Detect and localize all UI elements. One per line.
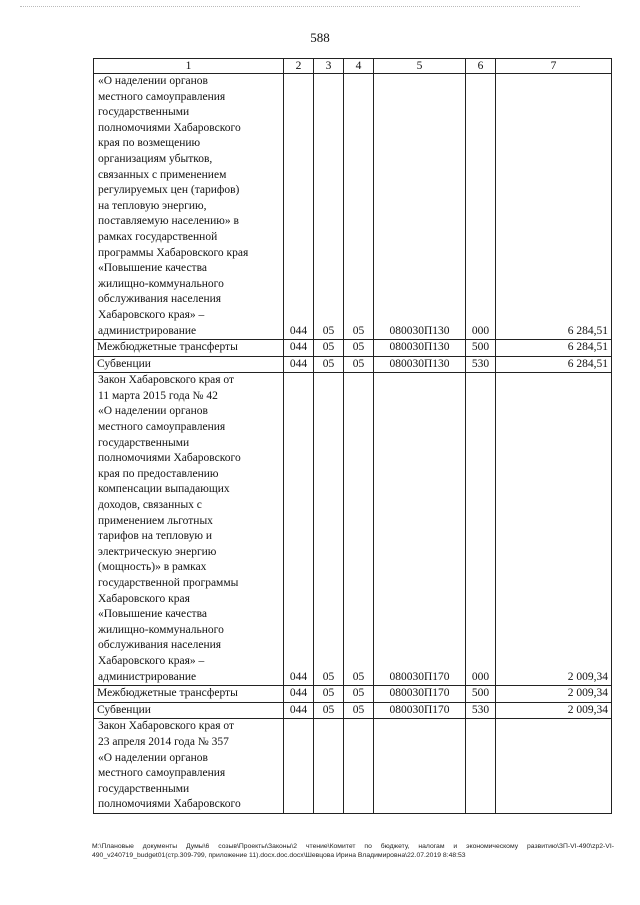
cell-ministry — [284, 719, 314, 814]
row-label: Межбюджетные трансферты — [94, 340, 284, 357]
row-description: «О наделении органов местного самоуправления государственными полномочиями Хабаровского края по возмещению организациям убытков, связанных с применением регулируемых цен (тарифов) на тепловую энергию, поставляемую населению» в рамках государственной программы Хабаровского края «Повышение качества жилищно-коммунального обслуживания населения Хабаровского края» – администрирование — [94, 74, 284, 340]
table-row — [94, 686, 612, 703]
header-row — [94, 59, 612, 74]
cell-section — [314, 719, 344, 814]
cell-amount: 2 009,34 — [496, 702, 612, 719]
top-scan-rule — [20, 6, 580, 8]
row-label: Межбюджетные трансферты — [94, 686, 284, 703]
cell-amount: 6 284,51 — [496, 340, 612, 357]
cell-subsection — [344, 719, 374, 814]
cell-subsection: 05 — [344, 702, 374, 719]
col-header-7: 7 — [496, 59, 612, 74]
cell-target-code — [374, 719, 466, 814]
cell-ministry: 044 — [284, 373, 314, 686]
cell-target-code: 080030П130 — [374, 356, 466, 373]
cell-section: 05 — [314, 702, 344, 719]
table-row — [94, 340, 612, 357]
cell-expense-type: 530 — [466, 356, 496, 373]
cell-ministry: 044 — [284, 356, 314, 373]
cell-expense-type — [466, 719, 496, 814]
cell-subsection: 05 — [344, 74, 374, 340]
cell-subsection: 05 — [344, 340, 374, 357]
cell-ministry: 044 — [284, 702, 314, 719]
col-header-1: 1 — [94, 59, 284, 74]
cell-expense-type: 530 — [466, 702, 496, 719]
cell-section: 05 — [314, 373, 344, 686]
cell-amount: 6 284,51 — [496, 356, 612, 373]
cell-target-code: 080030П170 — [374, 702, 466, 719]
row-label: Субвенции — [94, 702, 284, 719]
table-row-main — [94, 719, 612, 814]
cell-amount — [496, 719, 612, 814]
cell-expense-type: 000 — [466, 74, 496, 340]
cell-subsection: 05 — [344, 373, 374, 686]
cell-amount: 2 009,34 — [496, 373, 612, 686]
row-description: Закон Хабаровского края от 23 апреля 2014 года № 357 «О наделении органов местного самоуправления государственными полномочиями Хабаровского — [94, 719, 284, 814]
cell-expense-type: 000 — [466, 373, 496, 686]
cell-section: 05 — [314, 686, 344, 703]
cell-target-code: 080030П170 — [374, 686, 466, 703]
col-header-3: 3 — [314, 59, 344, 74]
cell-amount: 2 009,34 — [496, 686, 612, 703]
cell-ministry: 044 — [284, 74, 314, 340]
table-row-main — [94, 74, 612, 340]
file-path-footer: М:\Плановые документы Думы\6 созыв\Проекты\Законы\2 чтение\Комитет по бюджету, налогам и экономическому развитию\ЗП-VI-490\zp2-VI-490_v240719_budget01(стр.309-799, приложение 11).docx.doc.docx\Шевцова Ирина Владимировна\22.07.2019 8:48:53 — [92, 843, 614, 859]
cell-target-code: 080030П170 — [374, 373, 466, 686]
cell-amount: 6 284,51 — [496, 74, 612, 340]
cell-subsection: 05 — [344, 356, 374, 373]
cell-section: 05 — [314, 74, 344, 340]
page-number: 588 — [310, 30, 330, 45]
budget-table — [93, 58, 612, 814]
cell-ministry: 044 — [284, 340, 314, 357]
cell-expense-type: 500 — [466, 340, 496, 357]
table-row — [94, 702, 612, 719]
cell-section: 05 — [314, 340, 344, 357]
table-row — [94, 356, 612, 373]
cell-target-code: 080030П130 — [374, 340, 466, 357]
cell-subsection: 05 — [344, 686, 374, 703]
row-label: Субвенции — [94, 356, 284, 373]
col-header-2: 2 — [284, 59, 314, 74]
col-header-5: 5 — [374, 59, 466, 74]
col-header-4: 4 — [344, 59, 374, 74]
table-row-main — [94, 373, 612, 686]
cell-expense-type: 500 — [466, 686, 496, 703]
cell-target-code: 080030П130 — [374, 74, 466, 340]
col-header-6: 6 — [466, 59, 496, 74]
cell-section: 05 — [314, 356, 344, 373]
cell-ministry: 044 — [284, 686, 314, 703]
row-description: Закон Хабаровского края от 11 марта 2015 года № 42 «О наделении органов местного самоуправления государственными полномочиями Хабаровского края по предоставлению компенсации выпадающих доходов, связанных с применением льготных тарифов на тепловую и электрическую энергию (мощность)» в рамках государственной программы Хабаровского края «Повышение качества жилищно-коммунального обслуживания населения Хабаровского края» – администрирование — [94, 373, 284, 686]
